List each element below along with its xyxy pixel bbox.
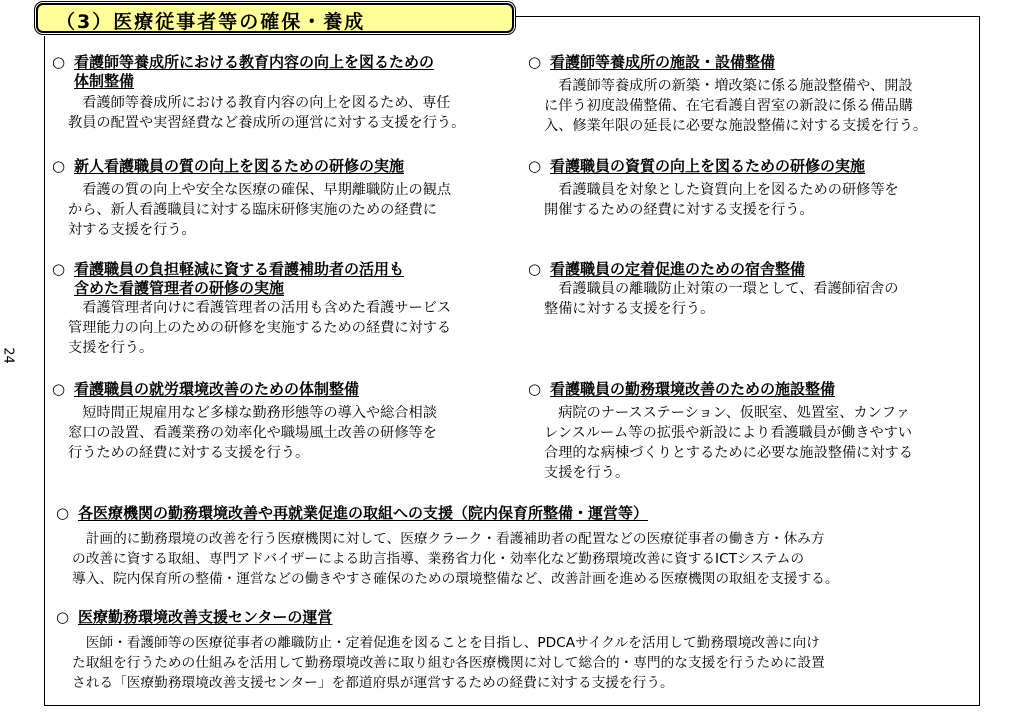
section-heading — [56, 504, 974, 523]
section-nursing-school-education — [52, 53, 512, 133]
body-line: 看護師等養成所の新築・増改築に係る施設整備や、開設 — [544, 78, 913, 94]
body-line: 支援を行う。 — [544, 465, 630, 481]
heading-line: 新人看護職員の質の向上を図るための研修の実施 — [74, 157, 405, 175]
section-body — [528, 279, 973, 319]
section-body — [56, 633, 974, 693]
page-number: 24 — [0, 347, 16, 364]
section-heading — [52, 380, 512, 399]
section-body — [52, 403, 512, 463]
section-heading — [528, 157, 973, 176]
heading-line: 看護師等養成所における教育内容の向上を図るための — [74, 53, 435, 71]
section-heading — [56, 608, 974, 627]
section-work-environment-facilities — [528, 380, 973, 483]
heading-line: 看護職員の定着促進のための宿舎整備 — [550, 260, 806, 278]
bullet-circle: ○ — [528, 380, 542, 398]
heading-line: 看護職員の勤務環境改善のための施設整備 — [550, 380, 836, 398]
body-line: に伴う初度設備整備、在宅看護自習室の新設に係る備品購 — [544, 98, 913, 114]
section-nursing-school-facilities — [528, 53, 973, 136]
section-new-nurse-training — [52, 157, 512, 240]
section-nurse-housing — [528, 260, 973, 319]
section-body — [52, 180, 512, 240]
section-medical-institution-support — [56, 504, 974, 589]
bullet-circle: ○ — [56, 608, 70, 626]
body-line: 対する支援を行う。 — [68, 222, 196, 238]
body-line: 窓口の設置、看護業務の効率化や職場風土改善の研修等を — [68, 425, 437, 441]
bullet-circle: ○ — [52, 157, 66, 175]
body-line: 計画的に勤務環境の改善を行う医療機関に対して、医療クラーク・看護補助者の配置などの医療従事者の働き方・休み方 — [72, 531, 825, 547]
body-line: 管理能力の向上のための研修を実施するための経費に対する — [68, 320, 452, 336]
body-line: から、新人看護職員に対する臨床研修実施のための経費に — [68, 202, 437, 218]
heading-line: 看護職員の負担軽減に資する看護補助者の活用も — [74, 260, 405, 278]
section-nurse-manager-training — [52, 260, 512, 358]
section-body — [528, 180, 973, 220]
bullet-circle: ○ — [52, 53, 66, 71]
bullet-circle: ○ — [56, 504, 70, 522]
heading-line: 医療勤務環境改善支援センターの運営 — [78, 608, 333, 626]
body-line: される「医療勤務環境改善支援センター」を都道府県が運営するための経費に対する支援を行う。 — [72, 675, 674, 691]
body-line: 行うための経費に対する支援を行う。 — [68, 445, 310, 461]
frame-left-border — [44, 36, 45, 706]
section-heading — [52, 53, 512, 91]
section-title-box — [36, 3, 514, 33]
heading-line: 含めた看護管理者の研修の実施 — [74, 279, 285, 297]
section-heading — [528, 260, 973, 279]
body-line: 医師・看護師等の医療従事者の離職防止・定着促進を図ることを目指し、PDCAサイクルを活用して勤務環境改善に向け — [72, 635, 820, 651]
bullet-circle: ○ — [52, 260, 66, 278]
body-line: 短時間正規雇用など多様な勤務形態等の導入や総合相談 — [68, 405, 437, 421]
heading-line: 体制整備 — [74, 72, 135, 90]
body-line: 教員の配置や実習経費など養成所の運営に対する支援を行う。 — [68, 115, 466, 131]
section-title: （3）医療従事者等の確保・養成 — [56, 11, 366, 33]
body-line: 看護の質の向上や安全な医療の確保、早期離職防止の観点 — [68, 182, 452, 198]
bullet-circle: ○ — [528, 53, 542, 71]
section-support-center — [56, 608, 974, 693]
body-line: 看護職員の離職防止対策の一環として、看護師宿舎の — [544, 281, 899, 297]
body-line: の改善に資する取組、専門アドバイザーによる助言指導、業務省力化・効率化など勤務環境改善に資するICTシステムの — [72, 551, 805, 567]
body-line: レンスルーム等の拡張や新設により看護職員が働きやすい — [544, 425, 913, 441]
section-nurse-quality-training — [528, 157, 973, 220]
body-line: 看護管理者向けに看護管理者の活用も含めた看護サービス — [68, 300, 452, 316]
body-line: 看護職員を対象とした資質向上を図るための研修等を — [544, 182, 899, 198]
heading-line: 各医療機関の勤務環境改善や再就業促進の取組への支援（院内保育所整備・運営等） — [78, 504, 649, 522]
heading-line: 看護職員の就労環境改善のための体制整備 — [74, 380, 360, 398]
section-body — [52, 93, 512, 133]
section-work-environment-system — [52, 380, 512, 463]
body-line: 入、修業年限の延長に必要な施設整備に対する支援を行う。 — [544, 118, 928, 134]
section-heading — [52, 260, 512, 298]
body-line: 病院のナースステーション、仮眠室、処置室、カンファ — [544, 405, 910, 421]
section-body — [528, 403, 973, 483]
heading-line: 看護師等養成所の施設・設備整備 — [550, 53, 776, 71]
body-line: た取組を行うための仕組みを活用して勤務環境改善に取り組む各医療機関に対して総合的・専門的な支援を行うために設置 — [72, 655, 825, 671]
bullet-circle: ○ — [528, 260, 542, 278]
section-heading — [528, 53, 973, 72]
section-body — [56, 529, 974, 589]
body-line: 整備に対する支援を行う。 — [544, 301, 715, 317]
body-line: 開催するための経費に対する支援を行う。 — [544, 202, 814, 218]
body-line: 合理的な病棟づくりとするために必要な施設整備に対する — [544, 445, 913, 461]
bullet-circle: ○ — [528, 157, 542, 175]
body-line: 導入、院内保育所の整備・運営などの働きやすさ確保のための環境整備など、改善計画を進める医療機関の取組を支援する。 — [72, 571, 839, 587]
heading-line: 看護職員の資質の向上を図るための研修の実施 — [550, 157, 866, 175]
bullet-circle: ○ — [52, 380, 66, 398]
section-heading — [528, 380, 973, 399]
section-body — [52, 298, 512, 358]
section-heading — [52, 157, 512, 176]
body-line: 支援を行う。 — [68, 340, 154, 356]
section-body — [528, 76, 973, 136]
body-line: 看護師等養成所における教育内容の向上を図るため、専任 — [68, 95, 451, 111]
